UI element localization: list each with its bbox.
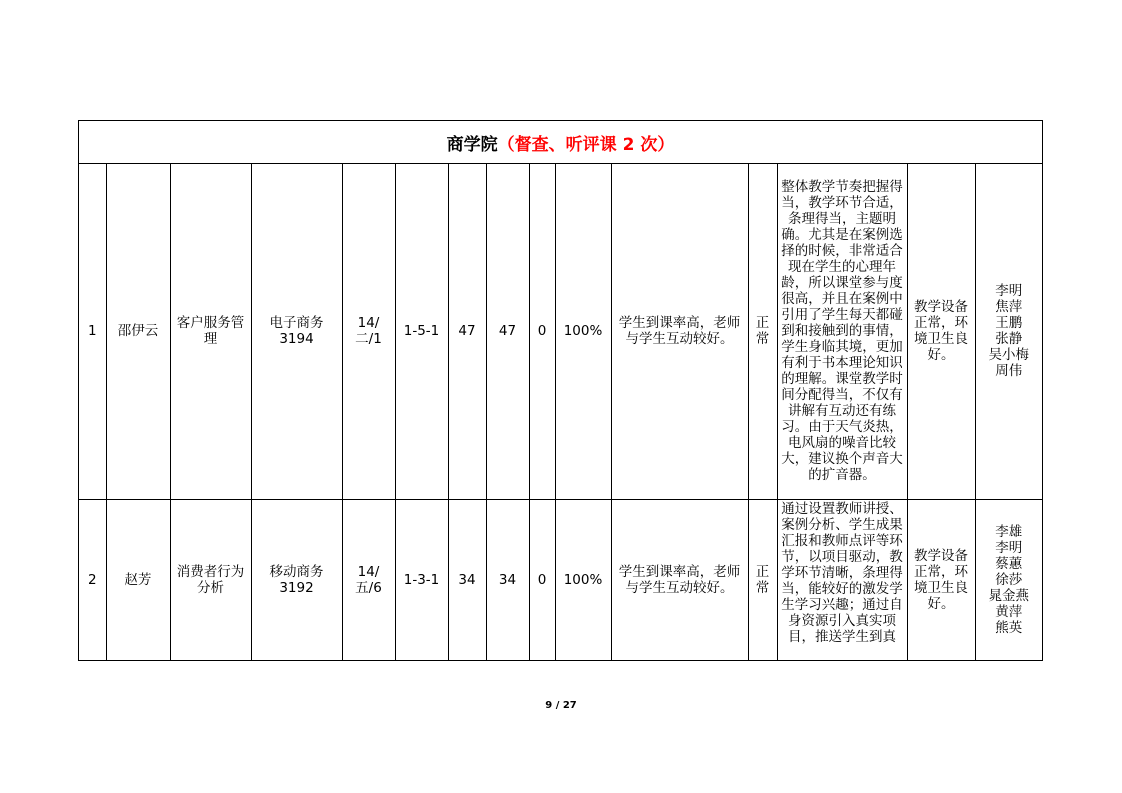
class-time: 14/二/1 <box>342 164 395 499</box>
expected-count: 34 <box>448 499 486 660</box>
table-row <box>79 499 1042 660</box>
attendance-note: 学生到课率高，老师与学生互动较好。 <box>611 499 748 660</box>
page-current: 9 <box>545 700 553 711</box>
inspector-name: 吴小梅 <box>988 347 1029 364</box>
environment-note: 教学设备正常，环境卫生良好。 <box>907 164 975 499</box>
inspection-table <box>79 164 1042 660</box>
inspector-name: 蔡蕙 <box>995 555 1023 572</box>
teacher-name: 赵芳 <box>106 499 170 660</box>
course-name: 客户服务管理 <box>170 164 251 499</box>
evaluation-comment-text: 通过设置教师讲授、案例分析、学生成果汇报和教师点评等环节，以项目驱动，教学环节清晰，条理得当，能较好的激发学生学习兴趣；通过自身资源引入真实项目，推送学生到真 <box>781 501 903 646</box>
status-cell <box>748 164 777 499</box>
inspector-name: 李雄 <box>995 523 1023 540</box>
teacher-name: 邵伊云 <box>106 164 170 499</box>
inspector-name: 李明 <box>995 283 1023 300</box>
page-separator: / <box>555 700 560 711</box>
inspector-name: 黄萍 <box>995 603 1023 620</box>
course-name: 消费者行为分析 <box>170 499 251 660</box>
inspector-name: 焦萍 <box>995 299 1023 316</box>
report-table-frame <box>78 120 1043 661</box>
inspector-name: 熊英 <box>995 619 1023 636</box>
inspector-name: 李明 <box>995 539 1023 556</box>
inspectors-cell <box>975 499 1042 660</box>
row-index: 2 <box>79 499 106 660</box>
attendance-rate: 100% <box>555 164 611 499</box>
evaluation-comment <box>777 499 907 660</box>
page-total: 27 <box>562 700 577 711</box>
inspectors-cell <box>975 164 1042 499</box>
classroom: 1-3-1 <box>395 499 448 660</box>
attendance-rate: 100% <box>555 499 611 660</box>
expected-count: 47 <box>448 164 486 499</box>
table-row <box>79 164 1042 499</box>
inspector-name: 晁金燕 <box>988 587 1029 604</box>
absent-count: 0 <box>529 164 555 499</box>
class-time: 14/五/6 <box>342 499 395 660</box>
attendance-note: 学生到课率高，老师与学生互动较好。 <box>611 164 748 499</box>
status-text: 正常 <box>755 315 770 348</box>
actual-count: 47 <box>486 164 529 499</box>
section-title <box>79 121 1042 164</box>
status-cell <box>748 499 777 660</box>
actual-count: 34 <box>486 499 529 660</box>
class-name: 电子商务3194 <box>251 164 342 499</box>
row-index: 1 <box>79 164 106 499</box>
class-name: 移动商务3192 <box>251 499 342 660</box>
section-title-note: （督查、听评课 2 次） <box>497 134 675 155</box>
inspector-name: 张静 <box>995 331 1023 348</box>
classroom: 1-5-1 <box>395 164 448 499</box>
inspector-name: 王鹏 <box>995 315 1023 332</box>
inspector-name: 周伟 <box>995 363 1023 380</box>
inspector-name: 徐莎 <box>995 571 1023 588</box>
evaluation-comment: 整体教学节奏把握得当，教学环节合适，条理得当，主题明确。尤其是在案例选择的时候，非常适合现在学生的心理年龄，所以课堂参与度很高，并且在案例中引用了学生每天都碰到和接触到的事情，学生身临其境，更加有利于书本理论知识的理解。课堂教学时间分配得当，不仅有讲解有互动还有练习。由于天气炎热，电风扇的噪音比较大，建议换个声音大的扩音器。 <box>777 164 907 499</box>
page-number <box>0 700 1122 711</box>
absent-count: 0 <box>529 499 555 660</box>
status-text: 正常 <box>755 563 770 596</box>
section-title-main: 商学院 <box>446 134 498 155</box>
environment-note: 教学设备正常，环境卫生良好。 <box>907 499 975 660</box>
